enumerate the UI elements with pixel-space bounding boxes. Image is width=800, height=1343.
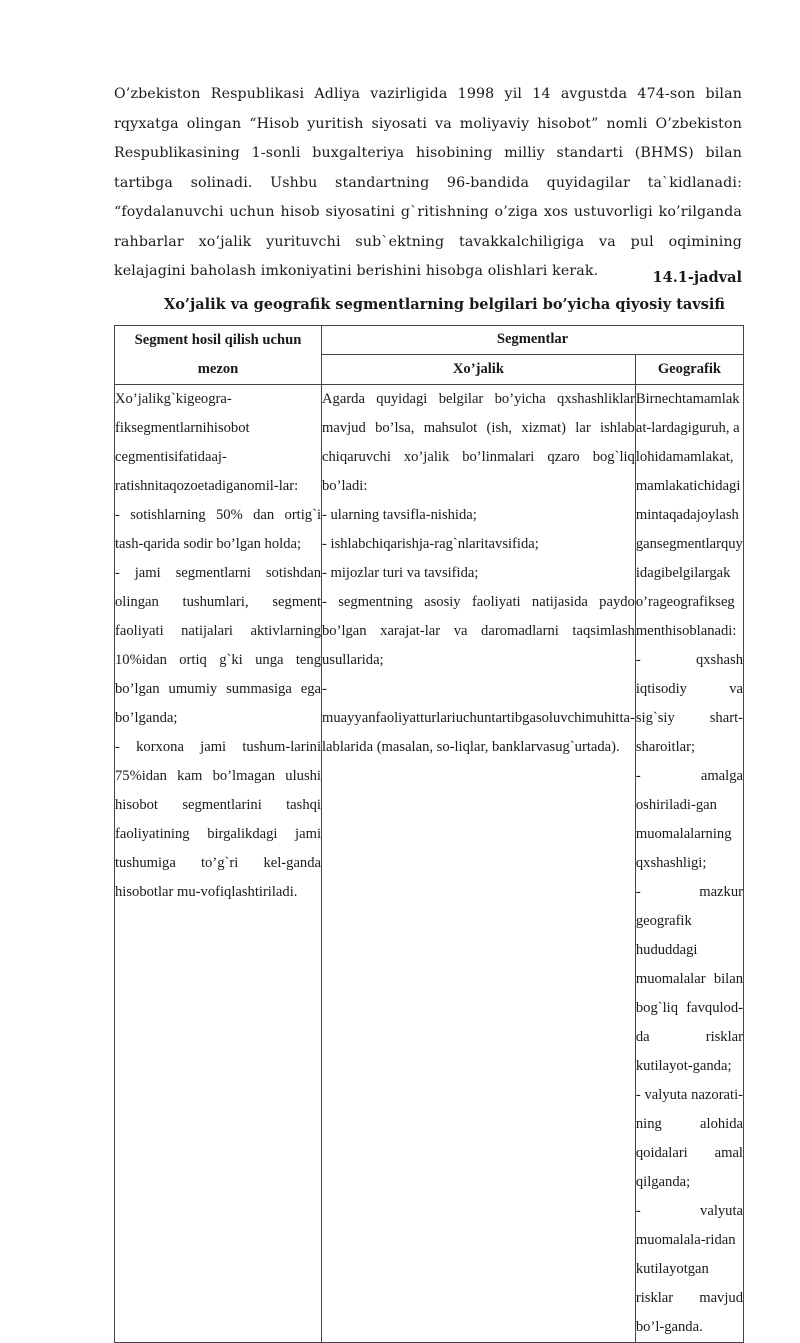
intro-paragraph: O’zbekiston Respublikasi Adliya vazirligida 1998 yil 14 avgustda 474-son bilan rqyxatga olingan “Hisob yuritish siyosati va moliyaviy hisobot” nomli O’zbekiston Respublikasining 1-sonli buxgalteriya hisobining milliy standarti (BHMS) bilan tartibga solinadi. Ushbu standartning 96-bandida quyidagilar ta`kidlanadi: “foydalanuvchi uchun hisob siyosatini g`ritishning o’ziga xos ustuvorligi ko’rilganda rahbarlar xo’jalik yurituvchi sub`ektning tavakkalchiligiga va pul oqimining kelajagini baholash imkoniyatini berishini hisobga olishlari kerak. xyxy=(114,86,742,280)
geografik-text: - amalga oshiriladi-gan muomalalarning qxshashligi; xyxy=(635,768,743,871)
criterion-cell xyxy=(115,385,322,1343)
geografik-text: - valyuta muomalala-ridan kutilayotgan risklar mavjud bo’l-ganda. xyxy=(635,1203,743,1335)
header-criterion: Segment hosil qilish uchun mezon xyxy=(115,326,322,385)
geografik-cell xyxy=(635,385,743,1343)
geografik-text: - mazkur geografik hududdagi muomalalar bilan bog`liq favqulod-da risklar kutilayot-ganda; xyxy=(635,884,743,1074)
header-segments: Segmentlar xyxy=(322,326,744,355)
xojalik-text: - ishlabchiqarishja-rag`nlaritavsifida; xyxy=(322,536,539,552)
geografik-text: - valyuta nazorati-ning alohida qoidalari amal qilganda; xyxy=(635,1087,743,1190)
segments-table xyxy=(114,325,744,1343)
geografik-text: - qxshash iqtisodiy va sig`siy shart-sharoitlar; xyxy=(635,652,743,755)
xojalik-text: - segmentning asosiy faoliyati natijasida paydo bo’lgan xarajat-lar va daromadlarni taqsimlash usullarida; xyxy=(322,594,635,668)
criterion-text: Xo’jalikg`kigeogra-fiksegmentlarnihisobot cegmentisifatidaaj-ratishnitaqozoetadiganomil-lar: xyxy=(115,391,299,494)
table-title: Xo’jalik va geografik segmentlarning belgilari bo’yicha qiyosiy tavsifi xyxy=(164,296,725,313)
geografik-text: Birnechtamamlakat-lardagiguruh, alohidamamlakat, mamlakatichidagimintaqadajoylashgansegmentlarquyidagibelgilargako’rageografiksegmenthisoblanadi: xyxy=(635,391,743,639)
header-xojalik: Xo’jalik xyxy=(322,354,636,384)
header-geografik: Geografik xyxy=(635,354,743,384)
xojalik-text: - muayyanfaoliyatturlariuchuntartibgasoluvchimuhitta-lablarida (masalan, so-liqlar, banklarvasug`urtada). xyxy=(322,681,635,755)
criterion-text: - jami segmentlarni sotishdan olingan tushumlari, segment faoliyati natijalari aktivlarning 10%idan ortiq g`ki unga teng bo’lgan umumiy summasiga ega bo’lganda; xyxy=(115,565,321,726)
xojalik-text: - mijozlar turi va tavsifida; xyxy=(322,565,479,581)
xojalik-text: Agarda quyidagi belgilar bo’yicha qxshashliklar mavjud bo’lsa, mahsulot (ish, xizmat) lar ishlab chiqaruvchi xo’jalik bo’linmalari qzaro bog`liq bo’ladi: xyxy=(322,391,635,494)
xojalik-text: - ularning tavsifla-nishida; xyxy=(322,507,477,523)
table-number: 14.1-jadval xyxy=(652,269,742,286)
criterion-text: - korxona jami tushum-larini 75%idan kam bo’lmagan ulushi hisobot segmentlarini tashqi faoliyatining birgalikdagi jami tushumiga to’g`ri kel-ganda hisobotlar mu-vofiqlashtiriladi. xyxy=(115,739,321,900)
xojalik-cell xyxy=(322,385,636,1343)
criterion-text: - sotishlarning 50% dan ortig`i tash-qarida sodir bo’lgan holda; xyxy=(115,507,321,552)
